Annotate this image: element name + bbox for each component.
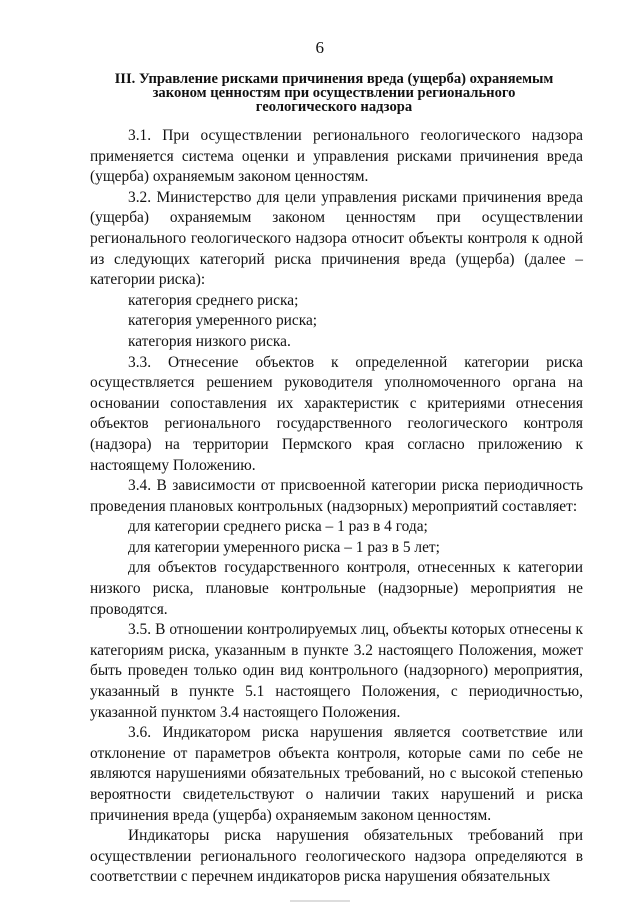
section-heading-line: геологического надзора xyxy=(255,99,413,115)
paragraph: для объектов государственного контроля, отнесенных к категории низкого риска, плановые контрольные (надзорные) мероприятия не проводятся. xyxy=(90,559,583,618)
paragraph: 3.5. В отношении контролируемых лиц, объекты которых отнесены к категориям риска, указанным в пункте 3.2 настоящего Положения, может быть проведен только один вид контрольного (надзорного) мероприятия, указанный в пункте 5.1 настоящего Положения, с периодичностью, указанной пунктом 3.4 настоящего Положения. xyxy=(90,621,583,721)
section-heading-line: законом ценностям при осуществлении регионального xyxy=(152,85,516,101)
list-item: для категории умеренного риска – 1 раз в 5 лет; xyxy=(128,538,440,556)
paragraph: 3.3. Отнесение объектов к определенной категории риска осуществляется решением руководителя уполномоченного органа на основании сопоставления их характеристик с критериями отнесения объектов регионального государственного геологического контроля (надзора) на территории Пермского края согласно приложению к настоящему Положению. xyxy=(90,353,583,474)
list-item: категория среднего риска; xyxy=(128,291,299,309)
page-number: 6 xyxy=(315,38,325,57)
document-body xyxy=(90,126,583,888)
paragraph: Индикаторы риска нарушения обязательных требований при осуществлении регионального геологического надзора определяются в соответствии с перечнем индикаторов риска нарушения обязательных xyxy=(90,827,583,886)
section-heading xyxy=(90,72,578,114)
list-item: для категории среднего риска – 1 раз в 4 года; xyxy=(128,518,428,536)
paragraph: 3.2. Министерство для цели управления рисками причинения вреда (ущерба) охраняемым законом ценностям при осуществлении регионального геологического надзора относит объекты контроля к одной из следующих категорий риска причинения вреда (ущерба) (далее – категории риска): xyxy=(90,188,583,289)
list-item: категория умеренного риска; xyxy=(128,312,318,330)
paragraph: 3.4. В зависимости от присвоенной категории риска периодичность проведения плановых контрольных (надзорных) мероприятий составляет: xyxy=(90,477,583,515)
paragraph: 3.1. При осуществлении регионального геологического надзора применяется система оценки и управления рисками причинения вреда (ущерба) охраняемым законом ценностям. xyxy=(90,127,583,186)
scan-artifact xyxy=(290,900,350,902)
paragraph: 3.6. Индикатором риска нарушения является соответствие или отклонение от параметров объекта контроля, которые сами по себе не являются нарушениями обязательных требований, но с высокой степенью вероятности свидетельствуют о наличии таких нарушений и риска причинения вреда (ущерба) охраняемым законом ценностям. xyxy=(90,724,583,824)
section-heading-line: III. Управление рисками причинения вреда (ущерба) охраняемым xyxy=(114,71,554,87)
list-item: категория низкого риска. xyxy=(128,332,291,350)
